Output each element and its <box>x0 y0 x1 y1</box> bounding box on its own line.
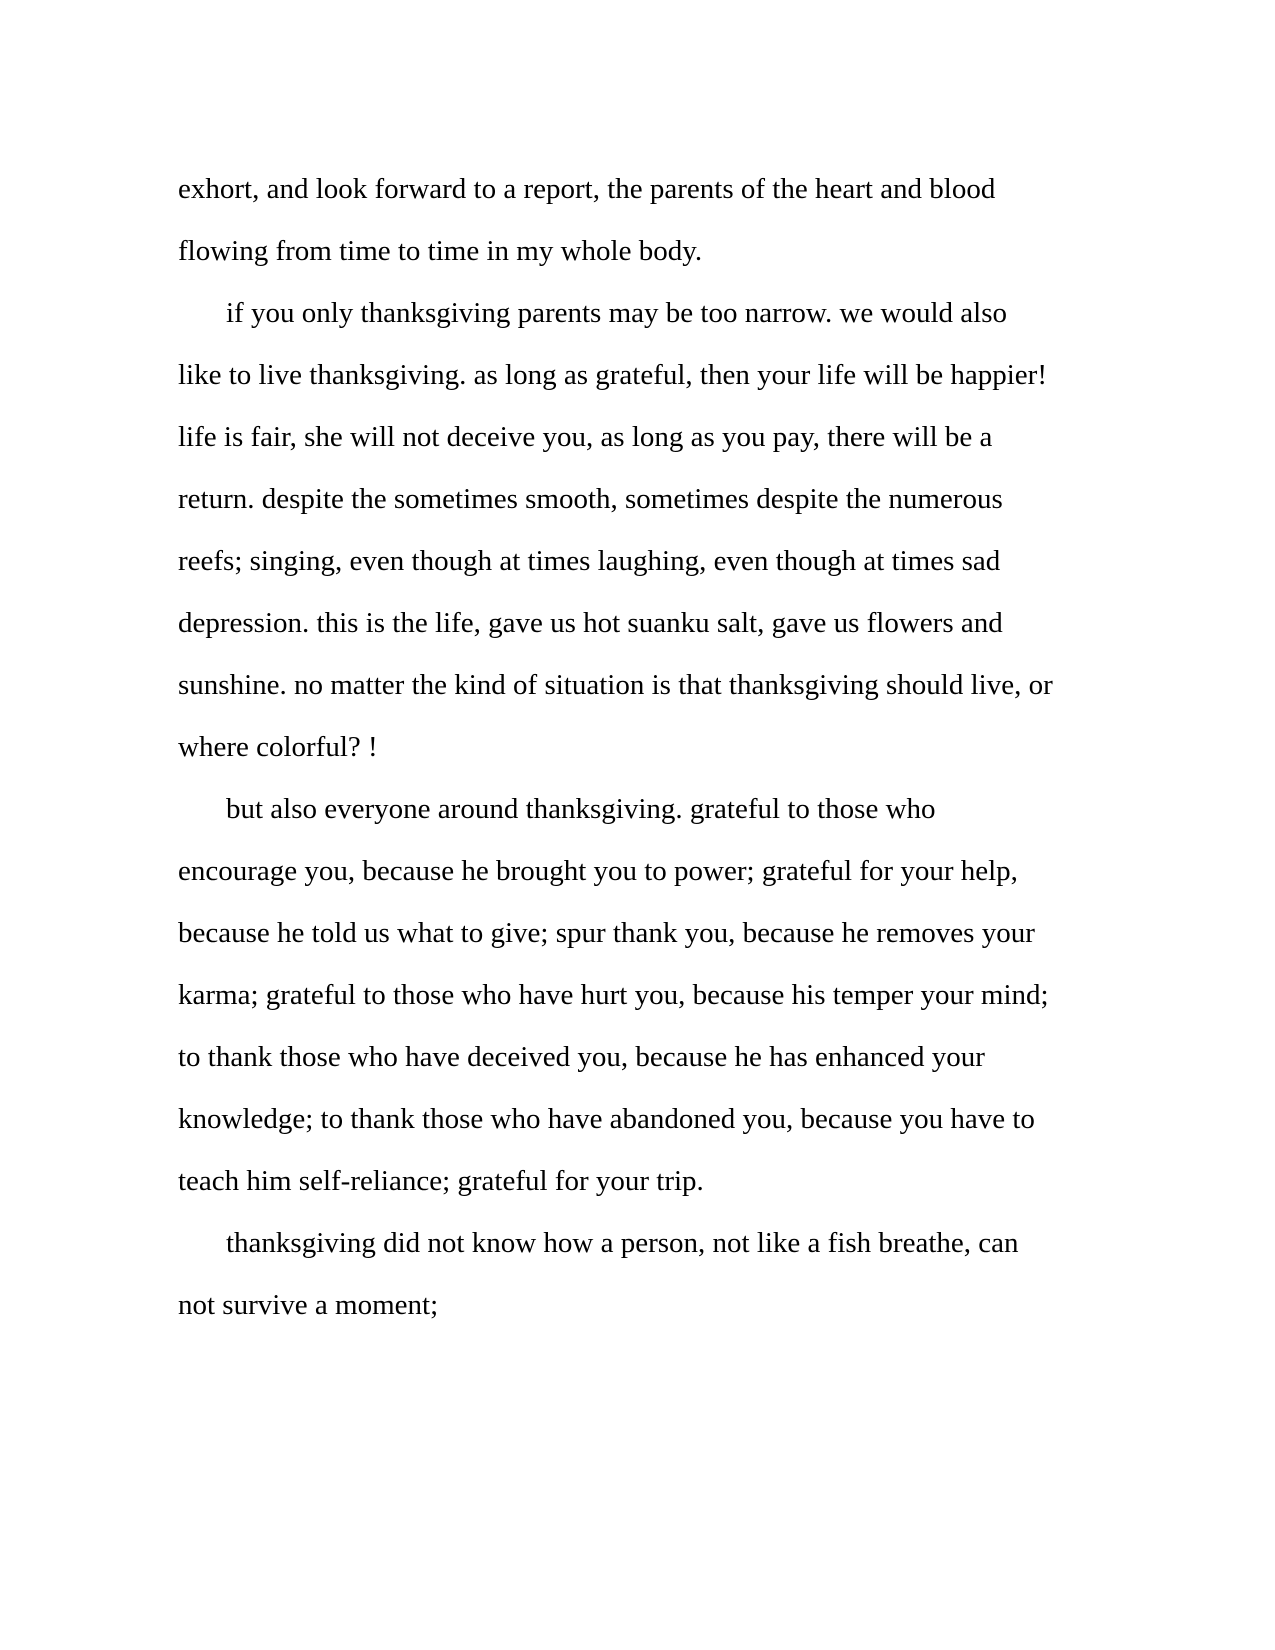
text-line: return. despite the sometimes smooth, sometimes despite the numerous <box>178 483 1003 515</box>
text-line: but also everyone around thanksgiving. grateful to those who <box>226 793 936 825</box>
text-line: like to live thanksgiving. as long as grateful, then your life will be happier! <box>178 359 1047 391</box>
text-line: thanksgiving did not know how a person, not like a fish breathe, can <box>226 1227 1019 1259</box>
paragraph <box>178 778 1078 1212</box>
text-line: exhort, and look forward to a report, the parents of the heart and blood <box>178 173 996 205</box>
paragraph <box>178 1212 1078 1336</box>
text-line: knowledge; to thank those who have abandoned you, because you have to <box>178 1103 1035 1135</box>
text-line: not survive a moment; <box>178 1289 439 1321</box>
text-line: because he told us what to give; spur thank you, because he removes your <box>178 917 1035 949</box>
text-line: where colorful? ! <box>178 731 378 763</box>
text-line: life is fair, she will not deceive you, as long as you pay, there will be a <box>178 421 993 453</box>
text-line: teach him self-reliance; grateful for your trip. <box>178 1165 704 1197</box>
text-line: reefs; singing, even though at times laughing, even though at times sad <box>178 545 1001 577</box>
text-line: encourage you, because he brought you to power; grateful for your help, <box>178 855 1018 887</box>
text-line: karma; grateful to those who have hurt you, because his temper your mind; <box>178 979 1049 1011</box>
text-line: depression. this is the life, gave us hot suanku salt, gave us flowers and <box>178 607 1003 639</box>
text-line: to thank those who have deceived you, because he has enhanced your <box>178 1041 985 1073</box>
text-line: sunshine. no matter the kind of situation is that thanksgiving should live, or <box>178 669 1053 701</box>
paragraph <box>178 158 1078 282</box>
text-line: if you only thanksgiving parents may be too narrow. we would also <box>226 297 1007 329</box>
paragraph <box>178 282 1078 778</box>
document-body <box>178 158 1078 1336</box>
text-line: flowing from time to time in my whole body. <box>178 235 703 267</box>
